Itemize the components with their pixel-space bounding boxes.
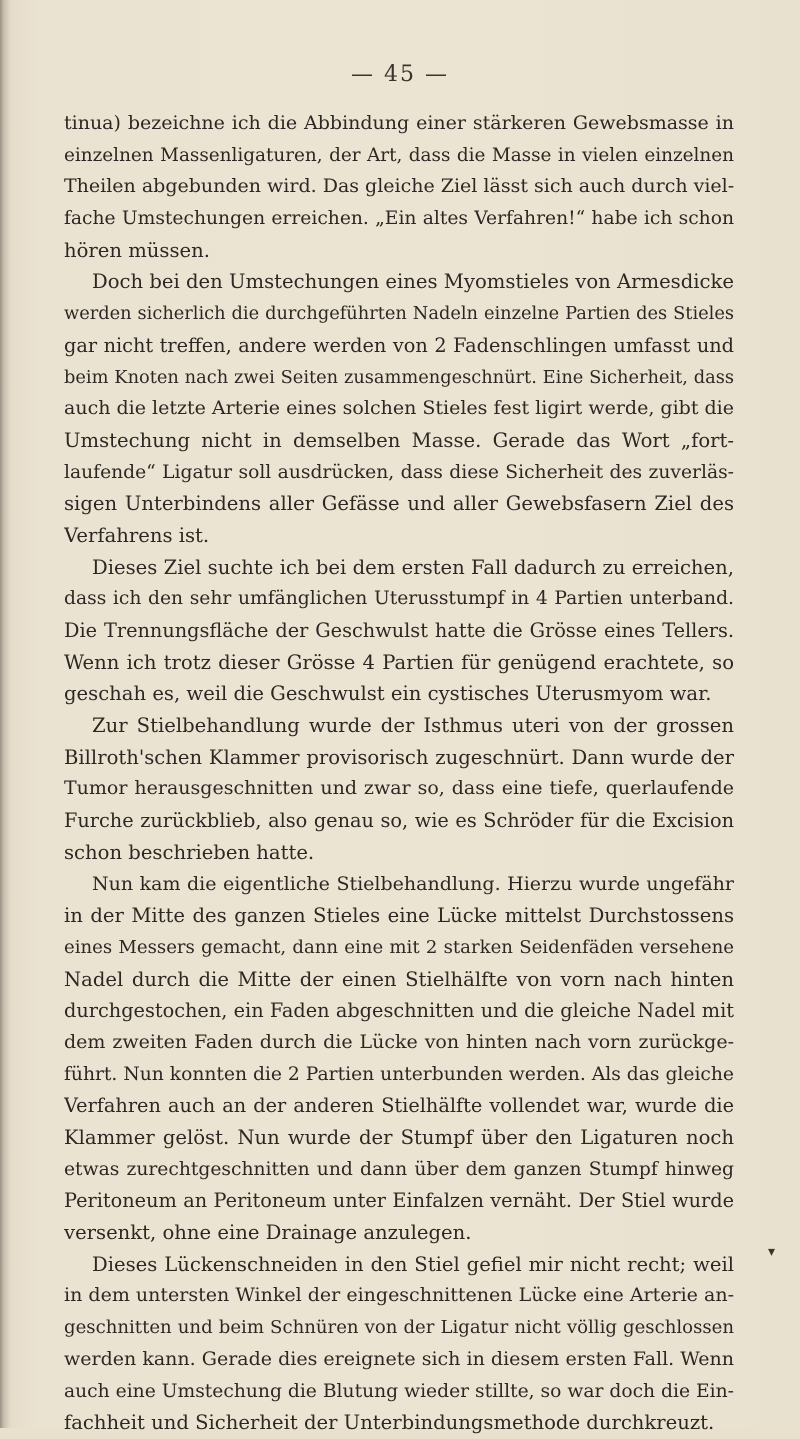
text-line: etwas zurechtgeschnitten und dann über dem ganzen Stumpf hinweg (64, 1158, 734, 1180)
text-line: hören müssen. (64, 238, 210, 262)
text-line: Doch bei den Umstechungen eines Myomstieles von Armesdicke (92, 270, 734, 294)
text-line: tinua) bezeichne ich die Abbindung einer stärkeren Gewebsmasse in (64, 112, 734, 134)
text-line: führt. Nun konnten die 2 Partien unterbunden werden. Als das gleiche (64, 1063, 734, 1085)
text-line: Dieses Ziel suchte ich bei dem ersten Fall dadurch zu erreichen, (92, 555, 734, 579)
text-line: Peritoneum an Peritoneum unter Einfalzen vernäht. Der Stiel wurde (64, 1189, 734, 1213)
text-line: auch eine Umstechung die Blutung wieder stillte, so war doch die Ein- (64, 1380, 734, 1402)
text-line: auch die letzte Arterie eines solchen Stieles fest ligirt werde, gibt die (64, 397, 734, 420)
text-line: einzelnen Massenligaturen, der Art, dass die Masse in vielen einzelnen (64, 144, 734, 166)
text-line: Nadel durch die Mitte der einen Stielhälfte von vorn nach hinten (64, 967, 734, 991)
text-line: sigen Unterbindens aller Gefässe und aller Gewebsfasern Ziel des (64, 492, 734, 516)
text-line: laufende“ Ligatur soll ausdrücken, dass diese Sicherheit des zuverläs- (64, 461, 734, 483)
text-line: fachheit und Sicherheit der Unterbindungsmethode durchkreuzt. (64, 1411, 715, 1435)
body-text (64, 108, 734, 1439)
text-line: werden sicherlich die durchgeführten Nadeln einzelne Partien des Stieles (64, 303, 734, 325)
text-line: Verfahren auch an der anderen Stielhälfte vollendet war, wurde die (64, 1094, 734, 1118)
text-line: gar nicht treffen, andere werden von 2 Fadenschlingen umfasst und (64, 333, 734, 357)
text-line: Die Trennungsfläche der Geschwulst hatte die Grösse eines Tellers. (64, 619, 734, 642)
text-line: Dieses Lückenschneiden in den Stiel gefiel mir nicht recht; weil (92, 1252, 734, 1276)
text-line: Verfahrens ist. (64, 523, 210, 547)
text-line: schon beschrieben hatte. (64, 840, 315, 864)
text-line: fache Umstechungen erreichen. „Ein altes Verfahren!“ habe ich schon (64, 208, 734, 230)
text-line: in dem untersten Winkel der eingeschnittenen Lücke eine Arterie an- (64, 1284, 734, 1307)
continuation-mark: ▾ (768, 1244, 776, 1260)
text-line: Nun kam die eigentliche Stielbehandlung. Hierzu wurde ungefähr (92, 872, 734, 895)
page-edge-shadow (0, 0, 10, 1428)
text-line: Zur Stielbehandlung wurde der Isthmus uteri von der grossen (92, 714, 734, 738)
text-line: geschnitten und beim Schnüren von der Ligatur nicht völlig geschlossen (64, 1317, 734, 1339)
text-line: Tumor herausgeschnitten und zwar so, dass eine tiefe, querlaufende (64, 777, 734, 800)
text-line: eines Messers gemacht, dann eine mit 2 starken Seidenfäden versehene (64, 936, 734, 958)
text-line: in der Mitte des ganzen Stieles eine Lücke mittelst Durchstossens (64, 904, 734, 928)
text-line: Umstechung nicht in demselben Masse. Gerade das Wort „fort- (64, 428, 734, 452)
text-line: Furche zurückblieb, also genau so, wie es Schröder für die Excision (64, 809, 734, 833)
text-line: durchgestochen, ein Faden abgeschnitten und die gleiche Nadel mit (64, 999, 734, 1023)
text-line: werden kann. Gerade dies ereignete sich in diesem ersten Fall. Wenn (64, 1347, 734, 1370)
text-line: dass ich den sehr umfänglichen Uterusstumpf in 4 Partien unterband. (64, 588, 734, 610)
text-line: geschah es, weil die Geschwulst ein cystisches Uterusmyom war. (64, 682, 712, 706)
text-line: beim Knoten nach zwei Seiten zusammengeschnürt. Eine Sicherheit, dass (64, 366, 734, 388)
text-line: Billroth'schen Klammer provisorisch zugeschnürt. Dann wurde der (64, 745, 734, 769)
text-line: Wenn ich trotz dieser Grösse 4 Partien für genügend erachtete, so (64, 650, 734, 674)
text-line: versenkt, ohne eine Drainage anzulegen. (64, 1221, 472, 1245)
text-line: Klammer gelöst. Nun wurde der Stumpf über den Ligaturen noch (64, 1126, 734, 1149)
text-line: Theilen abgebunden wird. Das gleiche Ziel lässt sich auch durch viel- (64, 175, 734, 198)
text-line: dem zweiten Faden durch die Lücke von hinten nach vorn zurückge- (64, 1030, 734, 1053)
page-number: — 45 — (351, 62, 449, 87)
